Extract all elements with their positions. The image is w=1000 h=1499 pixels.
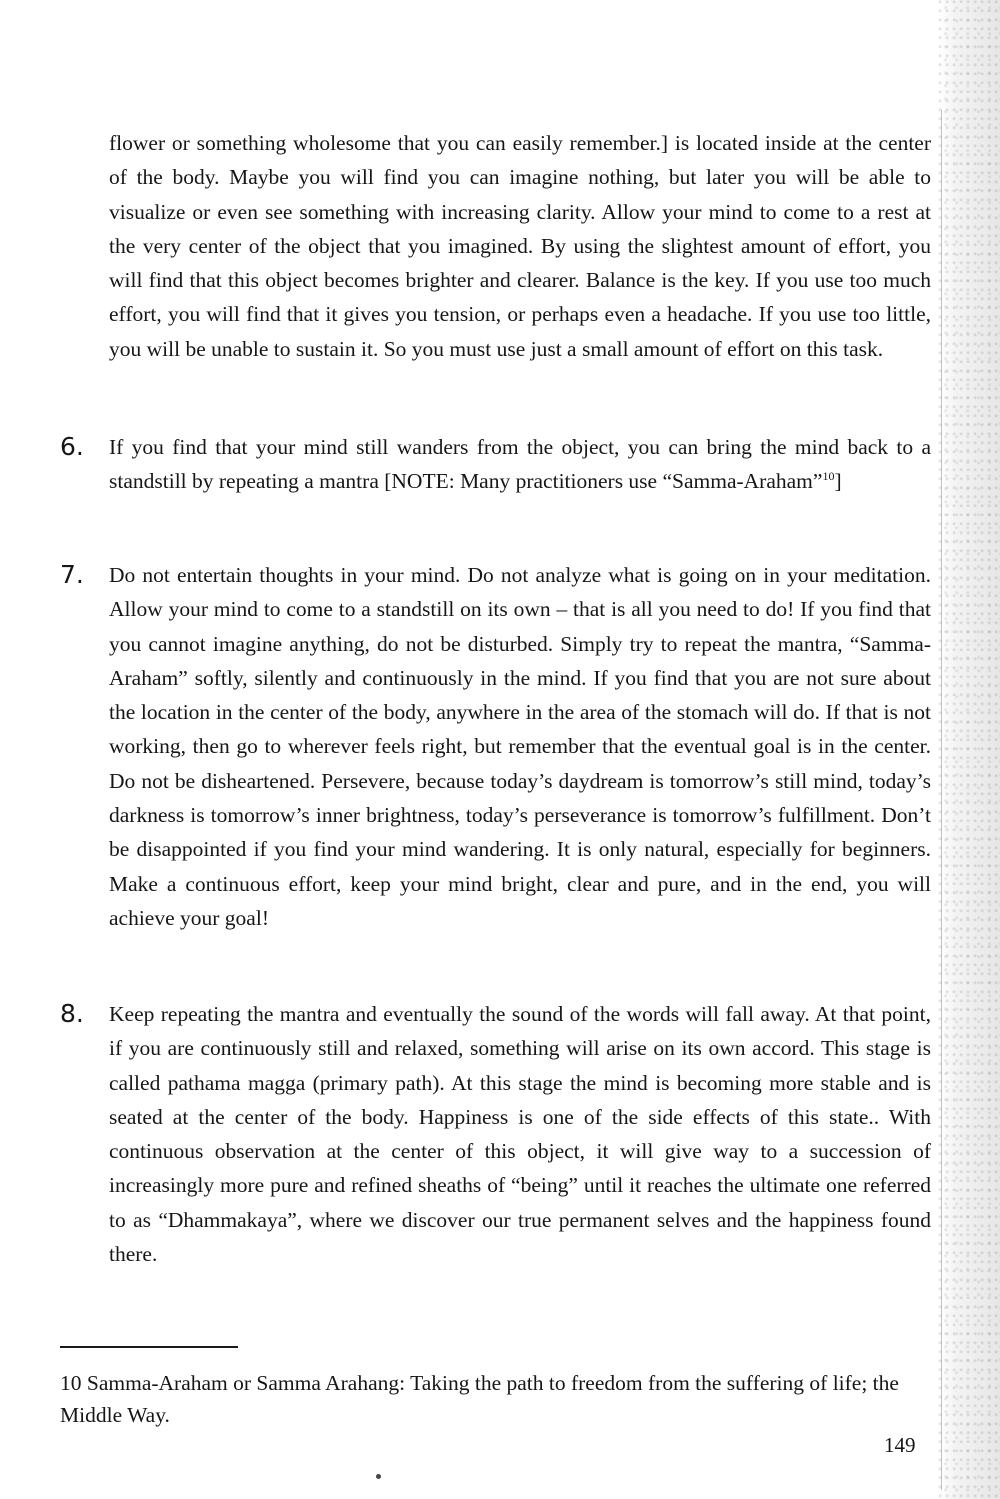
scanned-page-edge [938,0,1000,1499]
footnote-reference: 10 [822,469,835,484]
footnote: 10 Samma-Araham or Samma Arahang: Taking the path to freedom from the suffering of life; the Middle Way. [60,1371,899,1427]
page-gutter-line [941,110,942,1490]
list-item-number: 8. [60,999,84,1028]
list-item-text-closing: ] [834,469,842,494]
list-item-text: Do not entertain thoughts in your mind. Do not analyze what is going on in your meditation. Allow your mind to come to a standstill on its own – that is all you need to do! If you find that you cannot imagine anything, do not be disturbed. Simply try to repeat the mantra, “Samma-Araham” softly, silently and continuously in the mind. If you find that you are not sure about the location in the center of the body, anywhere in the area of the stomach will do. If that is not working, then go to wherever feels right, but remember that the eventual goal is in the center. Do not be disheartened. Persevere, because today’s daydream is tomorrow’s still mind, today’s darkness is tomorrow’s inner brightness, today’s perseverance is tomorrow’s fulfillment. Don’t be disappointed if you find your mind wandering. It is only natural, especially for beginners. Make a continuous effort, keep your mind bright, clear and pure, and in the end, you will achieve your goal! [109,563,931,930]
intro-paragraph: flower or something wholesome that you can easily remember.] is located inside at the center of the body. Maybe you will find you can imagine nothing, but later you will be able to visualize or even see something with increasing clarity. Allow your mind to come to a rest at the very center of the object that you imagined. By using the slightest amount of effort, you will find that this object becomes brighter and clearer. Balance is the key. If you use too much effort, you will find that it gives you tension, or perhaps even a headache. If you use too little, you will be unable to sustain it. So you must use just a small amount of effort on this task. [109,131,931,361]
list-item-number: 7. [60,560,84,589]
stray-mark [376,1474,381,1479]
list-item-text-body: If you find that your mind still wanders from the object, you can bring the mind back to a standstill by repeating a mantra [NOTE: Many practitioners use “Samma-Araham” [109,435,931,494]
list-item-text: Keep repeating the mantra and eventually the sound of the words will fall away. At that point, if you are continuously still and relaxed, something will arise on its own accord. This stage is called pathama magga (primary path). At this stage the mind is becoming more stable and is seated at the center of the body. Happiness is one of the side effects of this state.. With continuous observation at the center of this object, it will give way to a succession of increasingly more pure and refined sheaths of “being” until it reaches the ultimate one referred to as “Dhammakaya”, where we discover our true permanent selves and the happiness found there. [109,1002,931,1267]
page-number: 149 [884,1433,916,1457]
list-item-text [109,430,931,499]
footnote-divider [60,1346,238,1348]
list-item-number: 6. [60,432,84,461]
